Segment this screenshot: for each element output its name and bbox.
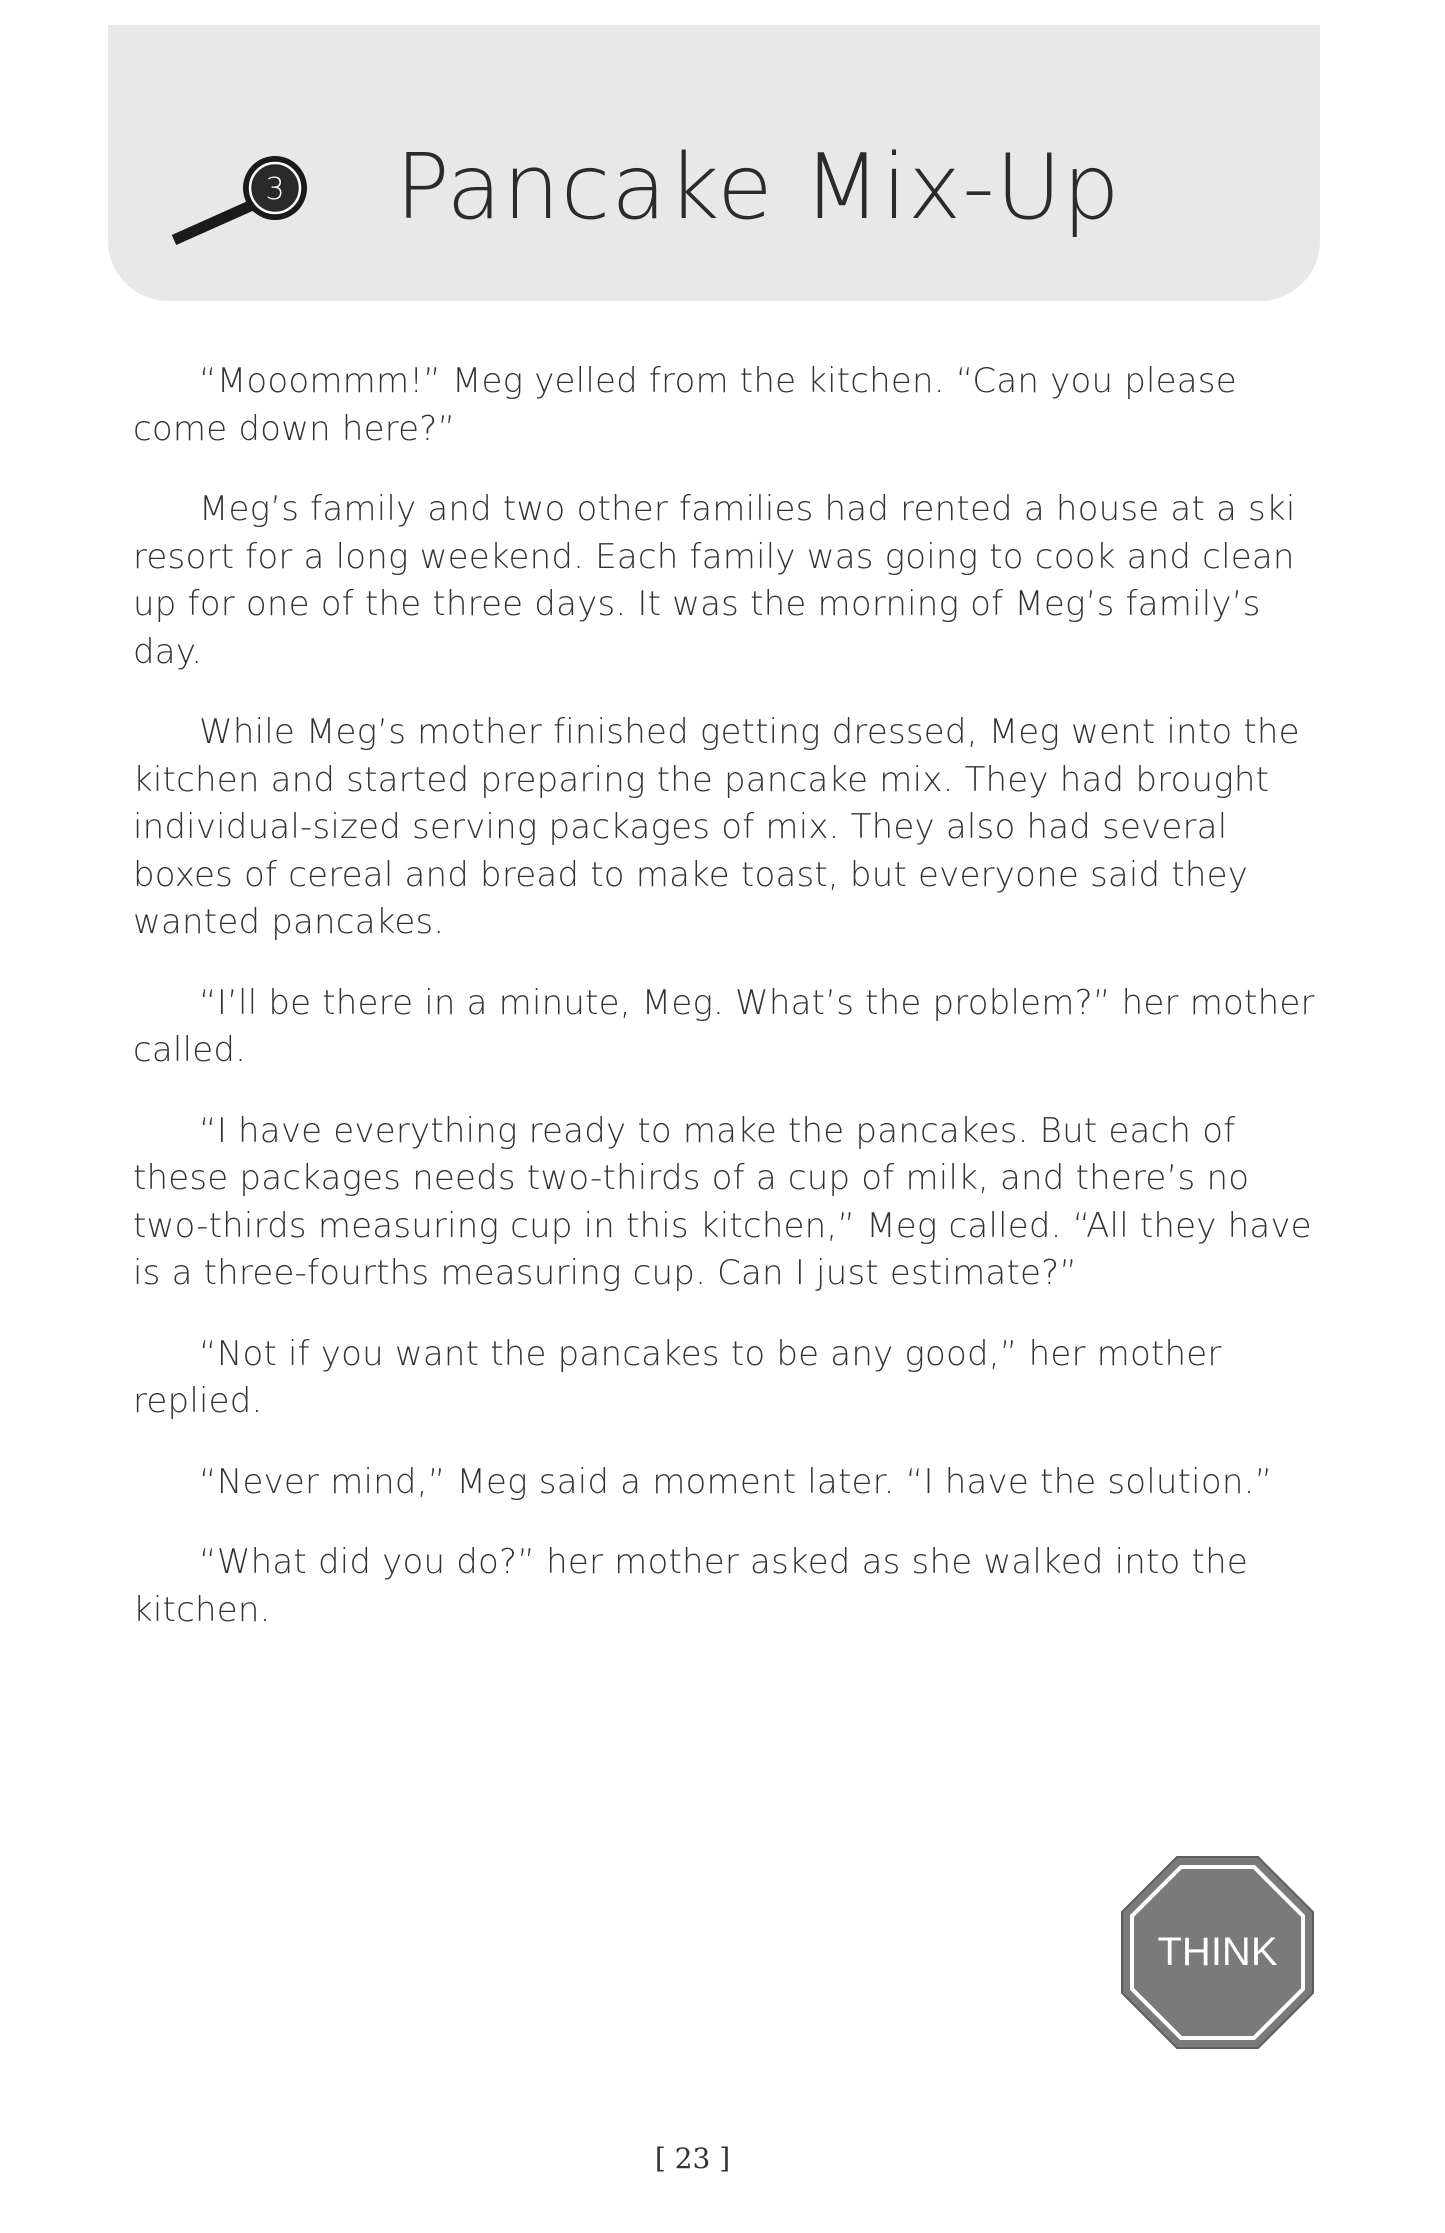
story-paragraph: “Mooommm!” Meg yelled from the kitchen. “Can you please come down here?” xyxy=(133,361,1237,449)
story-paragraph: “Not if you want the pancakes to be any good,” her mother replied. xyxy=(133,1333,1222,1421)
story-paragraph: “I have everything ready to make the pancakes. But each of these packages needs two-thirds of a cup of milk, and there’s no two-thirds measuring cup in this kitchen,” Meg called. “All they have is a three-fourths measuring cup. Can I just estimate?” xyxy=(133,1110,1312,1293)
story-paragraph: “What did you do?” her mother asked as she walked into the kitchen. xyxy=(133,1542,1248,1630)
story-paragraph: “Never mind,” Meg said a moment later. “I have the solution.” xyxy=(199,1461,1273,1502)
chapter-header xyxy=(108,25,1320,301)
story-paragraph: While Meg’s mother finished getting dressed, Meg went into the kitchen and started preparing the pancake mix. They had brought individual-sized serving packages of mix. They also had several boxes of cereal and bread to make toast, but everyone said they wanted pancakes. xyxy=(133,712,1300,942)
think-label: THINK xyxy=(1157,1930,1278,1974)
story-paragraph: “I’ll be there in a minute, Meg. What’s the problem?” her mother called. xyxy=(133,982,1315,1070)
story-text xyxy=(133,358,1315,1667)
page-title: Pancake Mix-Up xyxy=(395,135,1121,240)
chapter-number: 3 xyxy=(265,172,285,207)
think-stop-sign-icon xyxy=(1120,1855,1315,2050)
page-number: [ 23 ] xyxy=(654,2142,731,2175)
story-paragraph: Meg’s family and two other families had rented a house at a ski resort for a long weekend. Each family was going to cook and clean up for one of the three days. It was the morning of Meg’s family’s day. xyxy=(133,489,1296,672)
